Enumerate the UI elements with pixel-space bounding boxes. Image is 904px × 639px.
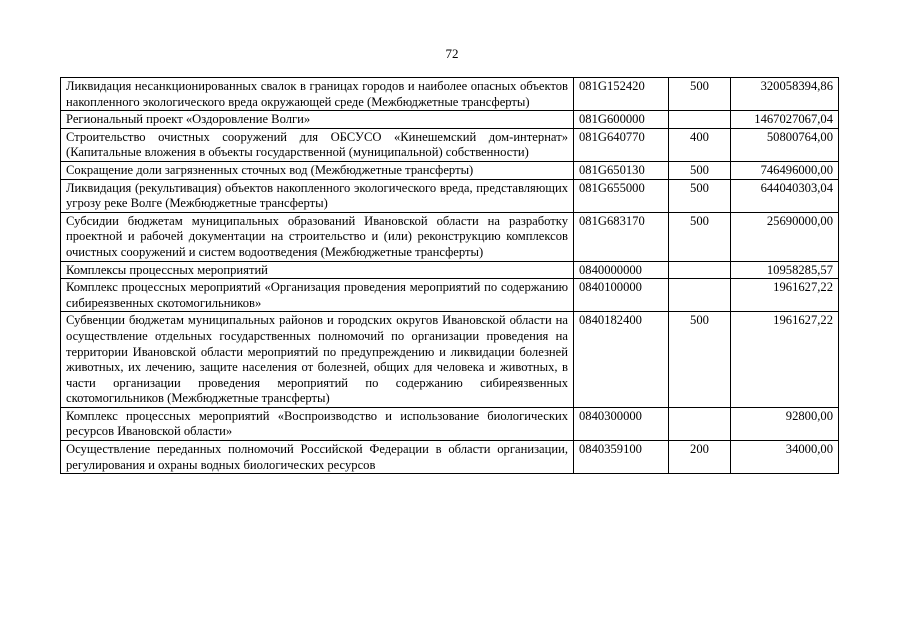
row-expense-type: 500 — [669, 212, 731, 261]
row-code: 0840300000 — [574, 407, 669, 440]
table-row — [61, 161, 839, 179]
row-amount: 92800,00 — [731, 407, 839, 440]
row-name: Комплекс процессных мероприятий «Воспроизводство и использование биологических ресурсов Ивановской области» — [61, 407, 574, 440]
row-expense-type — [669, 261, 731, 279]
row-expense-type — [669, 111, 731, 129]
row-name: Комплекс процессных мероприятий «Организация проведения мероприятий по содержанию сибиреязвенных скотомогильников» — [61, 279, 574, 312]
row-expense-type: 500 — [669, 312, 731, 408]
table-row — [61, 111, 839, 129]
table-row — [61, 441, 839, 474]
row-name: Региональный проект «Оздоровление Волги» — [61, 111, 574, 129]
row-expense-type: 500 — [669, 179, 731, 212]
row-name: Комплексы процессных мероприятий — [61, 261, 574, 279]
row-name: Осуществление переданных полномочий Российской Федерации в области организации, регулирования и охраны водных биологических ресурсов — [61, 441, 574, 474]
row-name: Строительство очистных сооружений для ОБСУСО «Кинешемский дом-интернат» (Капитальные вложения в объекты государственной (муниципальной) собственности) — [61, 128, 574, 161]
row-code: 0840359100 — [574, 441, 669, 474]
row-expense-type — [669, 279, 731, 312]
row-code: 0840182400 — [574, 312, 669, 408]
row-code: 081G655000 — [574, 179, 669, 212]
table-row — [61, 78, 839, 111]
table-row — [61, 279, 839, 312]
row-code: 081G600000 — [574, 111, 669, 129]
row-expense-type: 500 — [669, 161, 731, 179]
table-row — [61, 179, 839, 212]
row-name: Сокращение доли загрязненных сточных вод (Межбюджетные трансферты) — [61, 161, 574, 179]
row-amount: 644040303,04 — [731, 179, 839, 212]
row-expense-type: 200 — [669, 441, 731, 474]
row-code: 081G650130 — [574, 161, 669, 179]
row-amount: 746496000,00 — [731, 161, 839, 179]
table-row — [61, 407, 839, 440]
table-row — [61, 312, 839, 408]
row-amount: 1961627,22 — [731, 312, 839, 408]
row-expense-type — [669, 407, 731, 440]
row-name: Субсидии бюджетам муниципальных образований Ивановской области на разработку проектной и рабочей документации на строительство и (или) реконструкцию комплексов очистных сооружений и систем водоотведения (Межбюджетные трансферты) — [61, 212, 574, 261]
row-amount: 1961627,22 — [731, 279, 839, 312]
row-code: 081G640770 — [574, 128, 669, 161]
table-row — [61, 261, 839, 279]
row-name: Ликвидация несанкционированных свалок в границах городов и наиболее опасных объектов накопленного экологического вреда окружающей среде (Межбюджетные трансферты) — [61, 78, 574, 111]
table-row — [61, 212, 839, 261]
row-amount: 34000,00 — [731, 441, 839, 474]
page-number: 72 — [445, 46, 459, 61]
row-name: Ликвидация (рекультивация) объектов накопленного экологического вреда, представляющих угрозу реке Волге (Межбюджетные трансферты) — [61, 179, 574, 212]
row-amount: 320058394,86 — [731, 78, 839, 111]
row-amount: 25690000,00 — [731, 212, 839, 261]
table-row — [61, 128, 839, 161]
row-name: Субвенции бюджетам муниципальных районов и городских округов Ивановской области на осуществление отдельных государственных полномочий по организации проведения на территории Ивановской области мероприятий по предупреждению и ликвидации болезней животных, их лечению, защите населения от болезней, общих для человека и животных, в части организации проведения мероприятий по содержанию сибиреязвенных скотомогильников (Межбюджетные трансферты) — [61, 312, 574, 408]
row-code: 0840000000 — [574, 261, 669, 279]
row-code: 0840100000 — [574, 279, 669, 312]
row-expense-type: 400 — [669, 128, 731, 161]
row-amount: 1467027067,04 — [731, 111, 839, 129]
row-code: 081G683170 — [574, 212, 669, 261]
row-amount: 10958285,57 — [731, 261, 839, 279]
budget-table — [60, 77, 839, 474]
row-expense-type: 500 — [669, 78, 731, 111]
row-amount: 50800764,00 — [731, 128, 839, 161]
row-code: 081G152420 — [574, 78, 669, 111]
